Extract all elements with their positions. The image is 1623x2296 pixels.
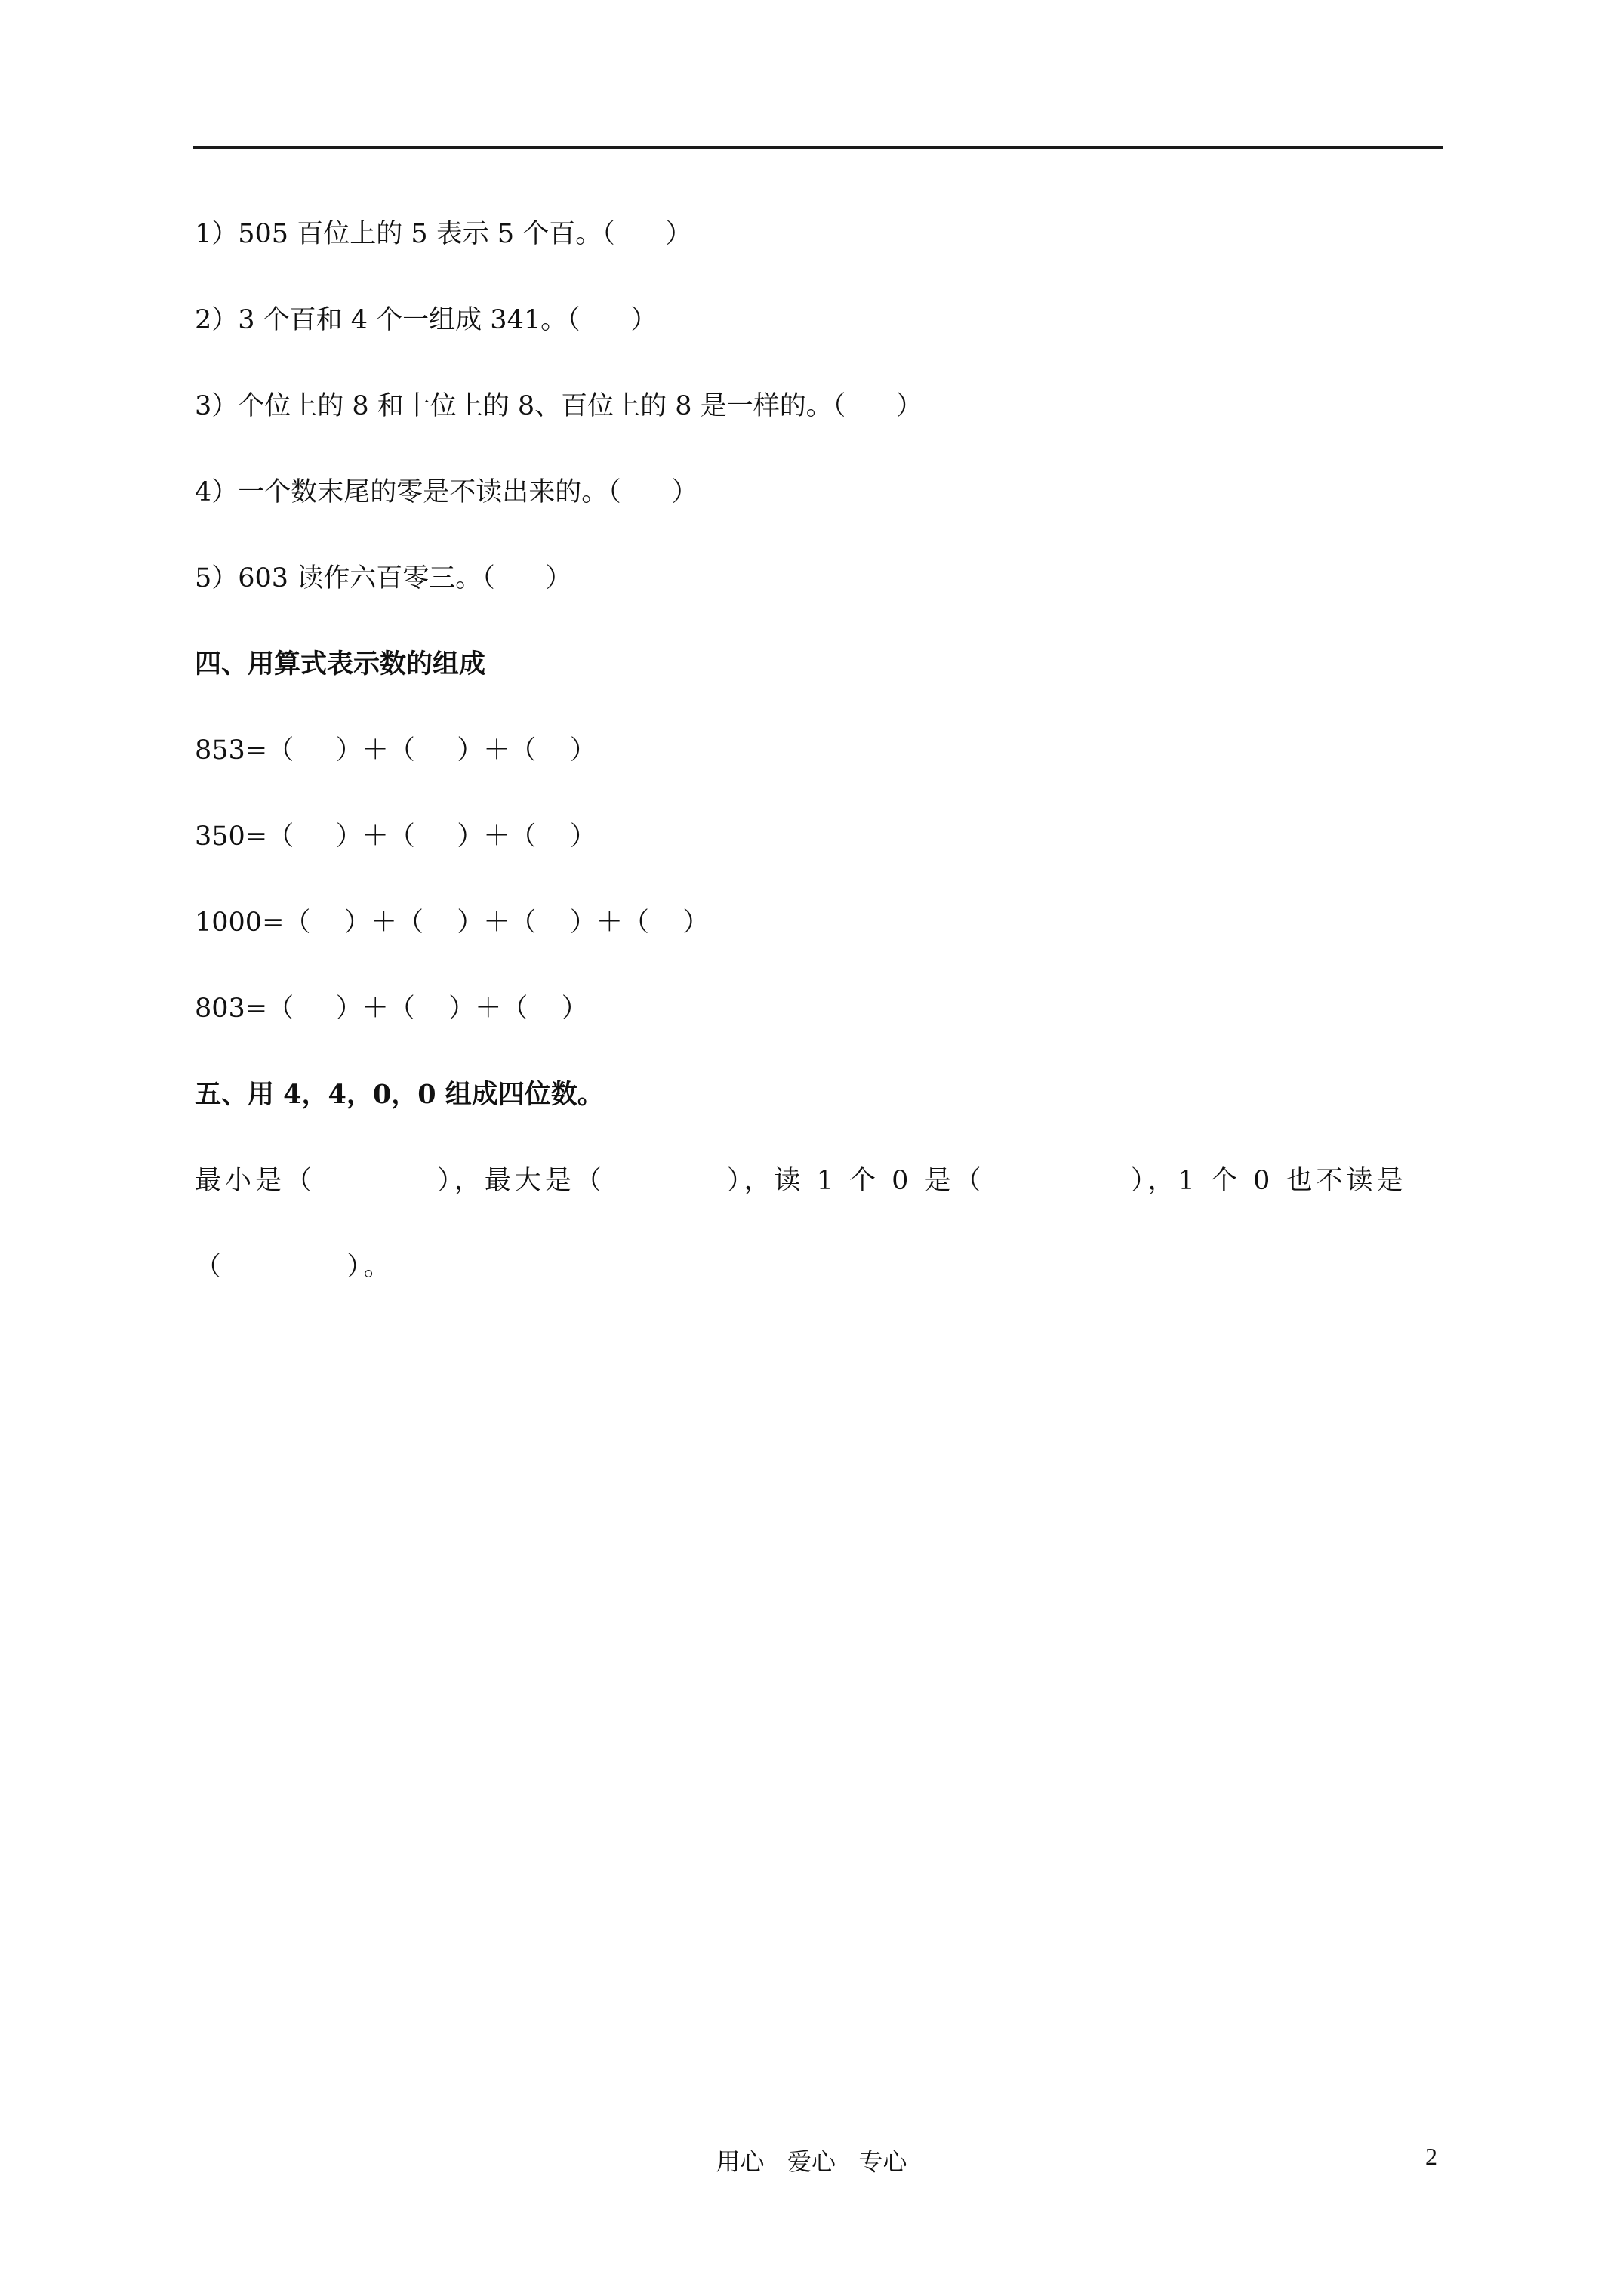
header-rule: [193, 146, 1443, 149]
equation-853: 853=（ ）＋（ ）＋（ ）: [195, 735, 596, 766]
equation-350: 350=（ ）＋（ ）＋（ ）: [195, 821, 596, 852]
section-4-heading: 四、用算式表示数的组成: [195, 649, 486, 680]
footer-motto: 用心 爱心 专心: [716, 2147, 907, 2176]
section-5-question-line-1: 最小是（ ），最大是（ ），读 1 个 0 是（ ），1 个 0 也不读是: [195, 1166, 1407, 1196]
judgement-item-4: 4）一个数末尾的零是不读出来的。（ ）: [195, 477, 698, 507]
judgement-item-1: 1）505 百位上的 5 表示 5 个百。（ ）: [195, 219, 692, 249]
judgement-item-5: 5）603 读作六百零三。（ ）: [195, 563, 572, 593]
section-5-question-line-2: （ ）。: [195, 1252, 394, 1282]
section-5-heading: 五、用 4，4，0，0 组成四位数。: [195, 1079, 604, 1110]
page-number: 2: [1425, 2143, 1437, 2170]
equation-803: 803=（ ）＋（ ）＋（ ）: [195, 994, 588, 1024]
judgement-item-2: 2）3 个百和 4 个一组成 341。（ ）: [195, 305, 658, 335]
equation-1000: 1000=（ ）＋（ ）＋（ ）＋（ ）: [195, 908, 710, 938]
judgement-item-3: 3）个位上的 8 和十位上的 8、百位上的 8 是一样的。（ ）: [195, 391, 922, 421]
